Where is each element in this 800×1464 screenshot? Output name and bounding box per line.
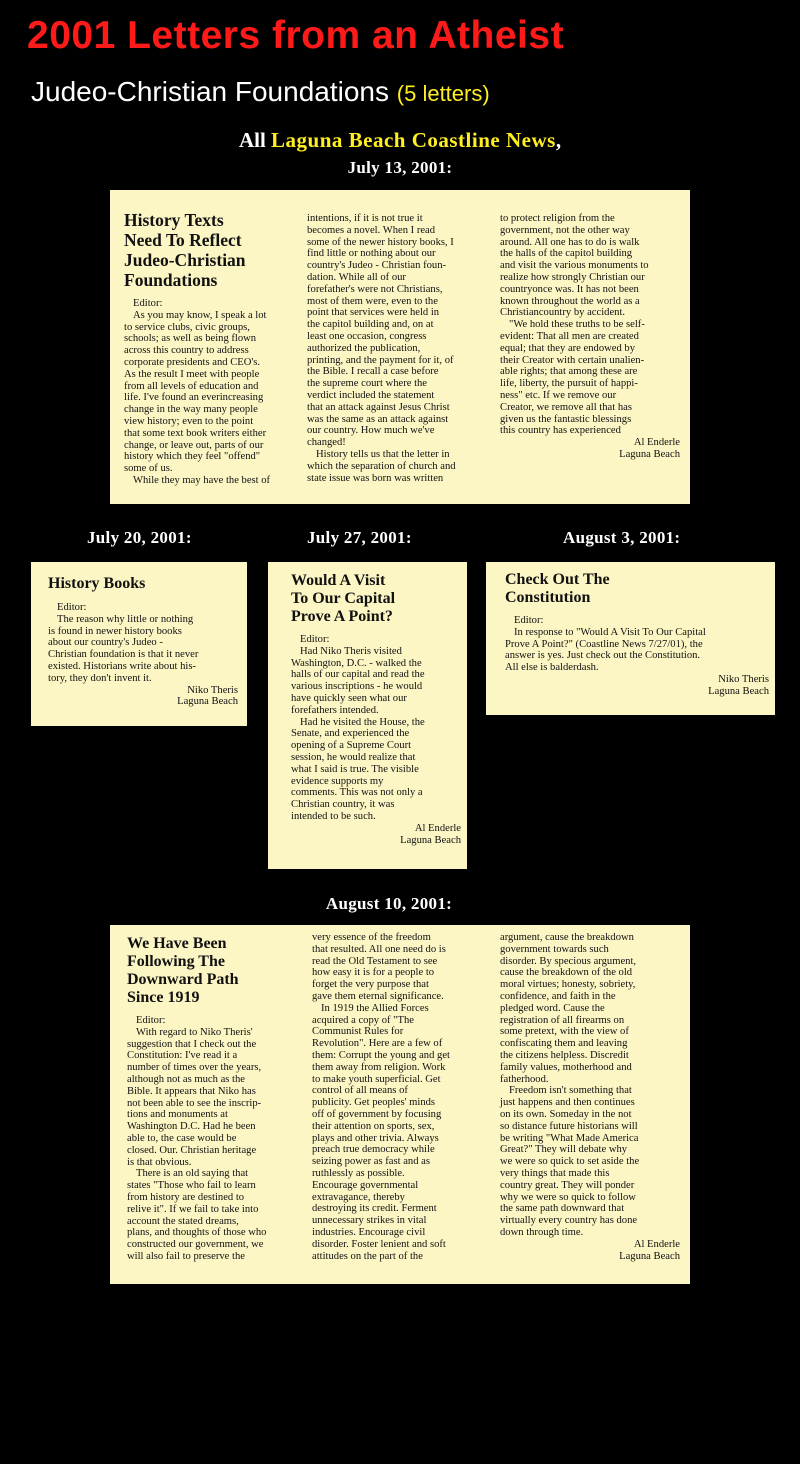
letter-text-line: Editor: <box>57 602 87 613</box>
letter-text-line: change in the way many people <box>124 404 258 416</box>
letter-text-line: the citizens helpless. Discredit <box>500 1049 629 1061</box>
letter-text-line: countryonce was. It has not been <box>500 283 639 295</box>
letter-date: July 20, 2001: <box>87 528 192 547</box>
letter-author: Niko Theris <box>187 684 238 696</box>
letter-text-line: Great?" They will debate why <box>500 1144 628 1156</box>
letter-headline <box>48 574 238 594</box>
letter-body-column <box>500 213 680 461</box>
letter-text-line: intentions, if it is not true it <box>307 213 423 224</box>
letter-text-line: some of the newer history books, I <box>307 236 454 248</box>
letter-text-line: Washington D.C. Had he been <box>127 1121 256 1133</box>
letter-text-line: some pretext, with the view of <box>500 1026 629 1038</box>
letter-body-column <box>307 213 492 484</box>
letter-text-line: Constitution: I've read it a <box>127 1050 238 1062</box>
letter-text-line: is that obvious. <box>127 1156 192 1168</box>
letter-text-line: Encourage governmental <box>312 1179 419 1191</box>
letter-text-line: suggestion that I check out the <box>127 1038 257 1050</box>
letter-text-line: not been able to see the inscrip- <box>127 1097 262 1109</box>
letter-author: Niko Theris <box>718 673 769 685</box>
letter-text-line: life, liberty, the pursuit of happi- <box>500 378 638 390</box>
letter-text-line: that resulted. All one need do is <box>312 943 446 955</box>
letter-text-line: which the separation of church and <box>307 460 456 472</box>
letter-text-line: changed! <box>307 437 346 449</box>
letter-text-line: tions and monuments at <box>127 1109 228 1121</box>
letter-text-line: to service clubs, civic groups, <box>124 321 250 333</box>
letter-text-line: Editor: <box>136 1015 166 1026</box>
letter-text-line: is found in newer history books <box>48 625 182 637</box>
letter-text-line: Editor: <box>133 298 163 309</box>
letter-clipping <box>486 562 775 715</box>
letter-date: August 3, 2001: <box>563 528 681 547</box>
letter-text-line: history which they feel "offend" <box>124 451 261 463</box>
letter-location: Laguna Beach <box>619 1250 680 1262</box>
letter-text-line: evidence supports my <box>291 775 384 787</box>
letter-text-line: intended to be such. <box>291 810 376 822</box>
letter-text-line: the same path downward that <box>500 1203 625 1215</box>
letter-text-line: In 1919 the Allied Forces <box>321 1002 429 1014</box>
letter-text-line: There is an old saying that <box>136 1168 249 1180</box>
letter-text-line: halls of our capital and read the <box>291 669 425 681</box>
letter-text-line: disorder. By specious argument, <box>500 955 637 967</box>
letter-text-line: government, not the other way <box>500 224 630 236</box>
letter-text-line: down through time. <box>500 1226 584 1238</box>
letter-text-line: across this country to address <box>124 345 249 357</box>
letter-text-line: will also fail to preserve the <box>127 1250 245 1262</box>
letter-body-column <box>127 1015 305 1263</box>
letter-text-line: them: Corrupt the young and get <box>312 1049 450 1061</box>
letter-text-line: country great. They will ponder <box>500 1179 635 1191</box>
letter-text-line: acquired a copy of "The <box>312 1014 414 1026</box>
letter-text-line: some of us. <box>124 463 173 475</box>
page-subtitle <box>31 76 490 108</box>
letter-text-line: industries. Encourage civil <box>312 1226 426 1238</box>
letter-text-line: "We hold these truths to be self- <box>509 319 645 331</box>
letter-text-line: their Creator with certain unalien- <box>500 354 645 366</box>
headline-line: Foundations <box>124 270 218 290</box>
letter-text-line: why we were so quick to follow <box>500 1191 636 1203</box>
letter-text-line: ness" etc. If we remove our <box>500 389 617 401</box>
letter-text-line: pledged word. Cause the <box>500 1002 605 1014</box>
letter-text-line: government towards such <box>500 943 609 955</box>
letter-body-column <box>291 634 461 823</box>
headline-line: Need To Reflect <box>124 230 242 250</box>
letter-author: Al Enderle <box>414 822 461 834</box>
letter-text-line: answer is yes. Just check out the Constitution. <box>505 650 701 662</box>
letter-text-line: Editor: <box>514 615 544 626</box>
letter-text-line: closed. Our. Christian heritage <box>127 1144 257 1156</box>
headline-line: We Have Been <box>127 935 227 952</box>
letter-text-line: Had he visited the House, the <box>300 716 425 728</box>
letter-headline <box>291 572 461 626</box>
letter-text-line: Revolution". Here are a few of <box>312 1038 443 1050</box>
letter-body-column <box>505 615 769 674</box>
letter-text-line: our country. How much we've <box>307 425 435 437</box>
letter-text-line: forefather's were not Christians, <box>307 283 443 295</box>
subtitle-text: Judeo-Christian Foundations <box>31 76 389 107</box>
letter-text-line: around. All one has to do is walk <box>500 236 640 248</box>
letter-text-line: attitudes on the part of the <box>312 1250 423 1262</box>
letter-text-line: least one occasion, congress <box>307 330 427 342</box>
letter-text-line: unnecessary strikes in vital <box>312 1215 427 1227</box>
letter-date: July 13, 2001: <box>347 158 453 177</box>
letter-text-line: Had Niko Theris visited <box>300 645 402 657</box>
letter-text-line: change, or leave out, parts of our <box>124 439 264 451</box>
letter-text-line: states "Those who fail to learn <box>127 1180 256 1192</box>
letter-text-line: equal; that they are endowed by <box>500 342 636 354</box>
letter-text-line: read the Old Testament to see <box>312 955 438 967</box>
headline-line: History Texts <box>124 210 224 230</box>
letter-text-line: forget the very purpose that <box>312 979 429 991</box>
letter-body-column <box>124 298 304 487</box>
letter-text-line: very things that made this <box>500 1167 610 1179</box>
letter-text-line: that some text book writers either <box>124 427 267 439</box>
letter-text-line: life. I've found an everincreasing <box>124 392 264 404</box>
headline-line: Check Out The <box>505 571 610 588</box>
letter-text-line: tory, they don't invent it. <box>48 672 152 684</box>
letter-clipping <box>110 190 690 504</box>
letter-text-line: constructed our government, we <box>127 1239 264 1251</box>
letter-text-line: Christian country, it was <box>291 799 395 811</box>
letter-body-column <box>500 932 680 1262</box>
letter-text-line: from history are destined to <box>127 1191 245 1203</box>
letter-text-line: becomes a novel. When I read <box>307 224 436 236</box>
letter-text-line: Christiancountry by accident. <box>500 307 626 319</box>
letter-text-line: the Bible. I recall a case before <box>307 366 439 378</box>
letter-text-line: about our country's Judeo - <box>48 637 163 649</box>
letter-location: Laguna Beach <box>400 834 461 846</box>
newspaper-name: Laguna Beach Coastline News <box>271 128 556 152</box>
letter-headline <box>505 571 769 607</box>
letter-clipping <box>110 925 690 1284</box>
source-suffix: , <box>555 128 562 152</box>
letter-text-line: state issue was born was written <box>307 472 444 484</box>
letter-author: Al Enderle <box>633 437 680 449</box>
letter-text-line: that an attack against Jesus Christ <box>307 401 450 413</box>
letter-text-line: argument, cause the breakdown <box>500 932 634 943</box>
letter-text-line: to protect religion from the <box>500 213 615 224</box>
letter-text-line: confiscating them and leaving <box>500 1038 628 1050</box>
letter-text-line: As you may know, I speak a lot <box>133 309 267 321</box>
letter-text-line: so distance future historians will <box>500 1120 638 1132</box>
headline-line: Constitution <box>505 589 591 606</box>
letter-text-line: be writing "What Made America <box>500 1132 639 1144</box>
letter-text-line: the capitol building and, on at <box>307 319 434 331</box>
letter-date: August 10, 2001: <box>325 894 453 913</box>
headline-line: Downward Path <box>127 971 239 988</box>
letter-text-line: Bible. It appears that Niko has <box>127 1085 256 1097</box>
letter-text-line: authorized the publication, <box>307 342 421 354</box>
letter-count: (5 letters) <box>396 81 490 106</box>
letter-text-line: extravagance, thereby <box>312 1191 405 1203</box>
letter-text-line: plays and other trivia. Always <box>312 1132 439 1144</box>
letter-text-line: All else is balderdash. <box>505 662 599 674</box>
letter-text-line: In response to "Would A Visit To Our Capital <box>514 626 706 638</box>
letter-text-line: dation. While all of our <box>307 271 406 283</box>
letter-location: Laguna Beach <box>619 448 680 460</box>
letter-text-line: With regard to Niko Theris' <box>136 1026 253 1038</box>
letter-text-line: Editor: <box>300 634 330 645</box>
letter-clipping <box>31 562 247 726</box>
letter-text-line: disorder. Foster lenient and soft <box>312 1238 446 1250</box>
source-prefix: All <box>238 128 266 152</box>
letter-text-line: what I said is true. The visible <box>291 763 419 775</box>
letter-text-line: very essence of the freedom <box>312 932 431 943</box>
letter-text-line: virtually every country has done <box>500 1215 638 1227</box>
letter-text-line: schools; as well as being flown <box>124 333 257 345</box>
letter-text-line: the supreme court where the <box>307 378 428 390</box>
letter-text-line: was the same as an attack against <box>307 413 449 425</box>
letter-text-line: this country has experienced <box>500 425 621 437</box>
letter-text-line: have quickly seen what our <box>291 692 407 704</box>
letter-text-line: Prove A Point?" (Coastline News 7/27/01), the <box>505 638 703 650</box>
letter-text-line: we were so quick to set aside the <box>500 1156 640 1168</box>
letter-date: July 27, 2001: <box>307 528 412 547</box>
letter-text-line: destroying its credit. Ferment <box>312 1203 437 1215</box>
letter-text-line: able to, the case would be <box>127 1132 237 1144</box>
letter-text-line: existed. Historians write about his- <box>48 660 196 672</box>
letter-text-line: point that services were held in <box>307 307 440 319</box>
letter-text-line: their attention on sports, sex, <box>312 1120 435 1132</box>
letter-location: Laguna Beach <box>177 696 238 708</box>
letter-text-line: Senate, and experienced the <box>291 728 410 740</box>
headline-line: Prove A Point? <box>291 608 393 625</box>
letter-text-line: opening of a Supreme Court <box>291 740 412 752</box>
letter-text-line: off of government by focusing <box>312 1108 442 1120</box>
letter-body-column <box>312 932 492 1262</box>
letter-text-line: cause the breakdown of the old <box>500 967 633 979</box>
letter-text-line: country's Judeo - Christian foun- <box>307 260 447 272</box>
letter-text-line: confidence, and faith in the <box>500 990 616 1002</box>
letter-author: Al Enderle <box>633 1238 680 1250</box>
letter-text-line: History tells us that the letter in <box>316 448 450 460</box>
letter-text-line: although not as much as the <box>127 1073 245 1085</box>
letter-text-line: verdict included the statement <box>307 389 435 401</box>
source-line <box>0 128 800 153</box>
letter-text-line: given us the fantastic blessings <box>500 413 632 425</box>
letter-text-line: printing, and the payment for it, of <box>307 354 454 366</box>
letter-text-line: account the stated dreams, <box>127 1215 239 1227</box>
letter-text-line: find little or nothing about our <box>307 248 436 260</box>
headline-line: To Our Capital <box>291 590 396 607</box>
letter-text-line: seizing power as fast and as <box>312 1156 430 1168</box>
letter-text-line: registration of all firearms on <box>500 1014 625 1026</box>
letter-headline <box>127 935 305 1007</box>
letter-text-line: ruthlessly as possible. <box>312 1167 405 1179</box>
letter-text-line: control of all means of <box>312 1085 408 1097</box>
page-title: 2001 Letters from an Atheist <box>27 14 565 57</box>
letter-text-line: to make youth superficial. Get <box>312 1073 441 1085</box>
letter-text-line: moral virtues; honesty, sobriety, <box>500 979 636 991</box>
headline-line: History Books <box>48 575 146 592</box>
letter-text-line: just happens and then continues <box>500 1097 635 1109</box>
letter-text-line: the halls of the capitol building <box>500 248 633 260</box>
letter-text-line: session, he would realize that <box>291 751 416 763</box>
headline-line: Since 1919 <box>127 989 200 1006</box>
letter-text-line: As the result I meet with people <box>124 368 260 380</box>
letter-text-line: from all levels of education and <box>124 380 259 392</box>
letter-text-line: number of times over the years, <box>127 1062 262 1074</box>
letter-text-line: Freedom isn't something that <box>509 1085 632 1097</box>
letter-text-line: them away from religion. Work <box>312 1061 446 1073</box>
letter-text-line: most of them were, even to the <box>307 295 438 307</box>
letter-text-line: realize how strongly Christian our <box>500 271 645 283</box>
letter-text-line: relive it". If we fail to take into <box>127 1203 259 1215</box>
letter-text-line: able rights; that among these are <box>500 366 638 378</box>
letter-text-line: plans, and thoughts of those who <box>127 1227 267 1239</box>
letter-text-line: The reason why little or nothing <box>57 613 194 625</box>
letter-text-line: While they may have the best of <box>133 474 271 486</box>
letter-text-line: fatherhood. <box>500 1073 549 1085</box>
letter-text-line: various inscriptions - he would <box>291 681 423 693</box>
letter-text-line: Christian foundation is that it never <box>48 649 199 661</box>
letter-text-line: gave them eternal significance. <box>312 990 444 1002</box>
letter-text-line: on its own. Someday in the not <box>500 1108 632 1120</box>
letter-text-line: how easy it is for a people to <box>312 967 435 979</box>
letter-text-line: corporate presidents and CEO's. <box>124 356 261 368</box>
letter-headline <box>124 210 304 290</box>
letter-text-line: evident: That all men are created <box>500 330 639 342</box>
letter-text-line: family values, motherhood and <box>500 1061 632 1073</box>
letter-text-line: Washington, D.C. - walked the <box>291 657 422 669</box>
headline-line: Following The <box>127 953 225 970</box>
letter-body-column <box>48 602 238 685</box>
letter-text-line: preach true democracy while <box>312 1144 435 1156</box>
letter-text-line: Communist Rules for <box>312 1026 404 1038</box>
letter-text-line: Creator, we remove all that has <box>500 401 632 413</box>
letter-text-line: comments. This was not only a <box>291 787 423 799</box>
letter-text-line: forefathers intended. <box>291 704 379 716</box>
letter-text-line: view history; even to the point <box>124 415 254 427</box>
letter-text-line: publicity. Get peoples' minds <box>312 1097 436 1109</box>
letter-text-line: and visit the various monuments to <box>500 260 649 272</box>
letter-location: Laguna Beach <box>708 685 769 697</box>
headline-line: Judeo-Christian <box>124 250 246 270</box>
headline-line: Would A Visit <box>291 572 386 589</box>
letter-text-line: known throughout the world as a <box>500 295 640 307</box>
letter-clipping <box>268 562 467 869</box>
